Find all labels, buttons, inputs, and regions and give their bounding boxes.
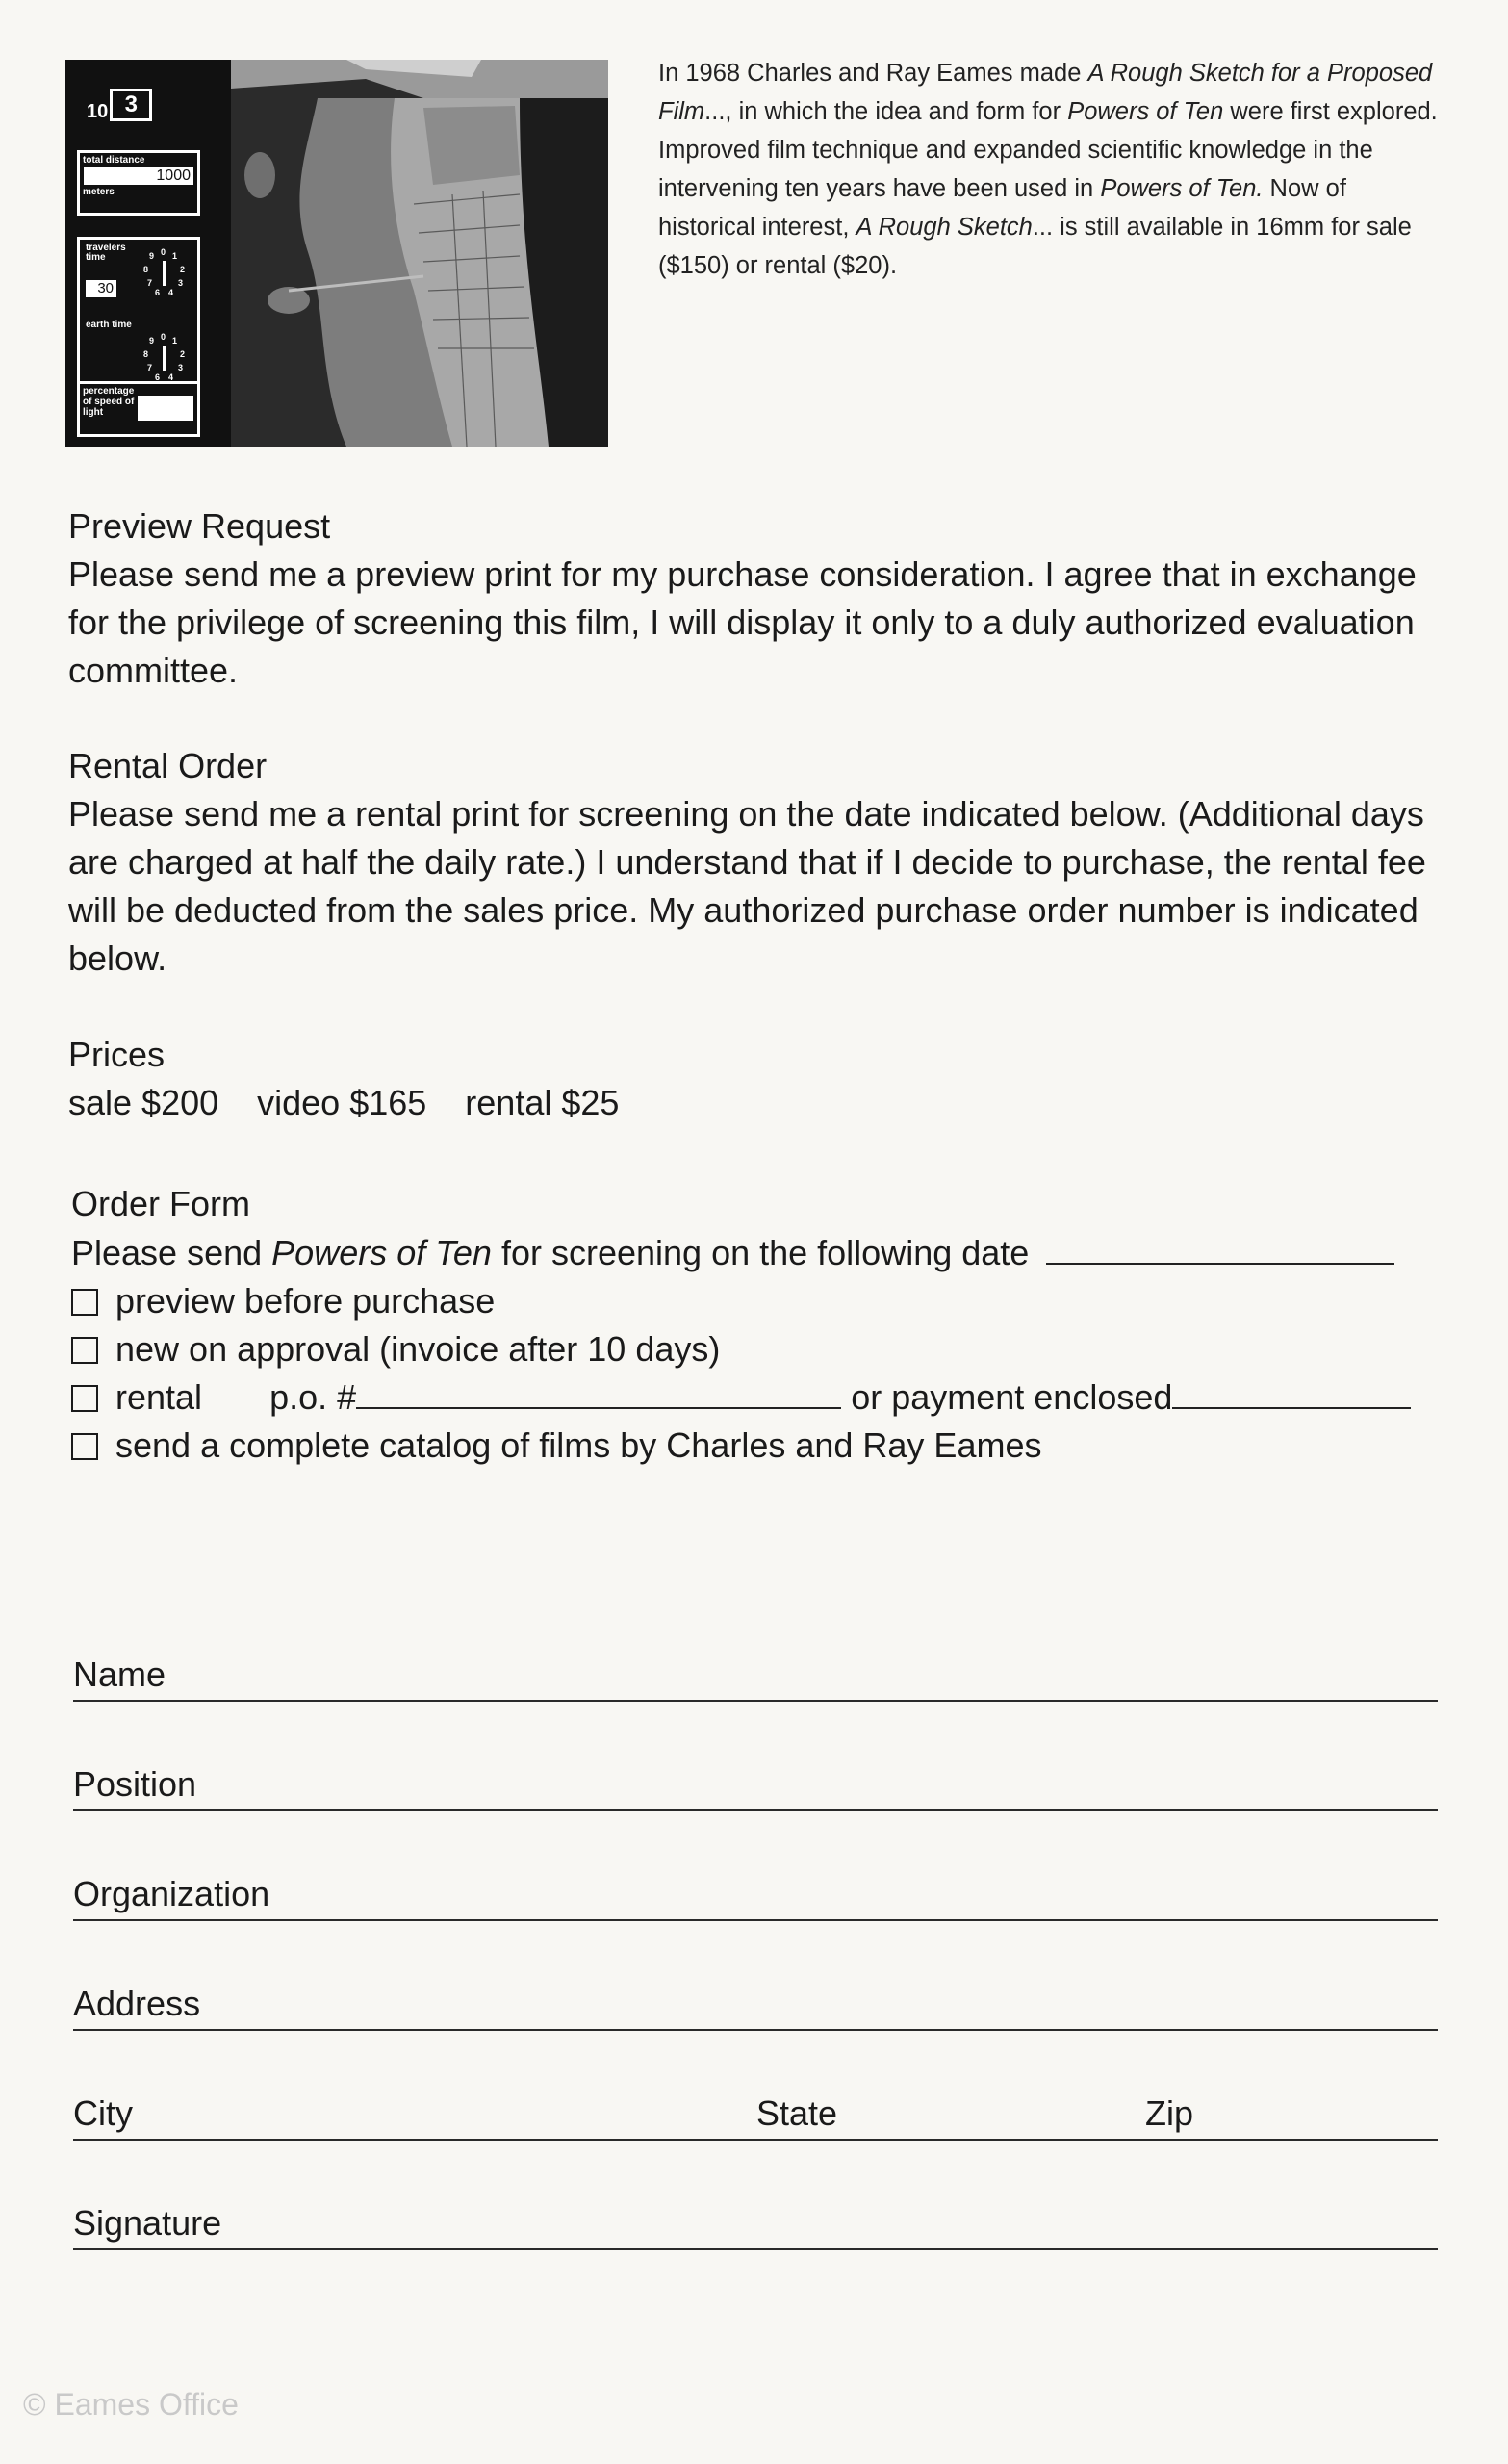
travelers-time-value: 30 bbox=[86, 280, 116, 297]
historical-note bbox=[658, 54, 1447, 285]
power-base: 10 bbox=[87, 101, 109, 122]
speed-of-light-value bbox=[138, 396, 193, 421]
zip-label: Zip bbox=[1145, 2093, 1194, 2133]
price-rental: rental $25 bbox=[465, 1083, 620, 1122]
rental-order-title: Rental Order bbox=[68, 746, 268, 785]
catalog-checkbox[interactable] bbox=[71, 1433, 98, 1460]
preview-request-section bbox=[68, 502, 1444, 695]
travelers-time-label: travelers time bbox=[86, 243, 126, 263]
speed-of-light-box bbox=[77, 381, 200, 437]
signature-label: Signature bbox=[73, 2203, 222, 2243]
approval-checkbox[interactable] bbox=[71, 1337, 98, 1364]
rental-checkbox[interactable] bbox=[71, 1385, 98, 1412]
preview-request-body: Please send me a preview print for my purchase consideration. I agree that in exchange for the privilege of screening this film, I will display it only to a duly authorized evaluation committee. bbox=[68, 554, 1417, 690]
rental-order-section bbox=[68, 742, 1444, 983]
travelers-time-dial-icon: 0 9 1 8 2 7 3 6 4 bbox=[143, 247, 186, 297]
rental-option-label: rental bbox=[115, 1377, 203, 1417]
price-video: video $165 bbox=[257, 1083, 427, 1122]
earth-time-label: earth time bbox=[86, 320, 132, 330]
caption-italic-4: A Rough Sketch bbox=[856, 214, 1033, 241]
caption-italic-1: A Rough Sketch for a Proposed Film bbox=[658, 60, 1433, 125]
caption-text-2: ..., in which the idea and form for bbox=[704, 98, 1068, 125]
power-indicator bbox=[87, 87, 152, 121]
option-catalog bbox=[71, 1422, 1041, 1470]
earth-time-dial-icon: 0 9 1 8 2 7 3 6 4 bbox=[143, 332, 186, 382]
power-exponent: 3 bbox=[110, 89, 152, 121]
screening-date-field[interactable] bbox=[1046, 1238, 1394, 1265]
caption-text-5: ... is still available in 16mm for sale ($150) or rental ($20). bbox=[658, 214, 1412, 279]
position-field[interactable] bbox=[73, 1754, 1438, 1811]
organization-label: Organization bbox=[73, 1874, 270, 1913]
approval-option-label: new on approval (invoice after 10 days) bbox=[115, 1329, 721, 1369]
po-label: p.o. # bbox=[269, 1377, 357, 1417]
option-preview bbox=[71, 1277, 495, 1325]
total-distance-value: 1000 bbox=[84, 167, 193, 185]
powers-of-ten-still-image bbox=[65, 60, 608, 447]
caption-italic-3: Powers of Ten. bbox=[1100, 175, 1264, 202]
total-distance-unit: meters bbox=[83, 187, 115, 197]
po-number-field[interactable] bbox=[356, 1382, 841, 1409]
caption-text-4: Now of historical interest, bbox=[658, 175, 1346, 241]
preview-checkbox[interactable] bbox=[71, 1289, 98, 1316]
prices-row bbox=[68, 1079, 1444, 1127]
address-label: Address bbox=[73, 1984, 201, 2023]
caption-text-1: In 1968 Charles and Ray Eames made bbox=[658, 60, 1088, 87]
speed-of-light-label: percentage of speed of light bbox=[83, 386, 135, 418]
caption-text-3: were first explored. Improved film technique and expanded scientific knowledge in the intervening ten years have been used in bbox=[658, 98, 1438, 202]
instrument-panel bbox=[65, 60, 231, 447]
organization-field[interactable] bbox=[73, 1863, 1438, 1921]
preview-request-title: Preview Request bbox=[68, 506, 331, 546]
city-state-zip-field[interactable] bbox=[73, 2083, 1438, 2141]
send-prefix: Please send bbox=[71, 1233, 272, 1272]
order-form-title: Order Form bbox=[71, 1184, 251, 1223]
catalog-option-label: send a complete catalog of films by Charles and Ray Eames bbox=[115, 1425, 1042, 1465]
send-suffix: for screening on the following date bbox=[491, 1233, 1030, 1272]
preview-option-label: preview before purchase bbox=[115, 1281, 496, 1321]
city-label: City bbox=[73, 2093, 133, 2133]
payment-field[interactable] bbox=[1172, 1382, 1411, 1409]
position-label: Position bbox=[73, 1764, 197, 1804]
aerial-photograph bbox=[231, 60, 608, 447]
state-label: State bbox=[756, 2093, 838, 2133]
screening-date-line bbox=[71, 1229, 1394, 1277]
price-sale: sale $200 bbox=[68, 1083, 219, 1122]
signature-field[interactable] bbox=[73, 2193, 1438, 2250]
name-field[interactable] bbox=[73, 1644, 1438, 1702]
payment-label: or payment enclosed bbox=[851, 1377, 1173, 1417]
prices-title: Prices bbox=[68, 1035, 166, 1074]
total-distance-box bbox=[77, 150, 200, 216]
rental-order-body: Please send me a rental print for screening on the date indicated below. (Additional days are charged at half the daily rate.) I understand that if I decide to purchase, the rental fee will be deducted from the sales price. My authorized purchase order number is indicated below. bbox=[68, 794, 1426, 978]
option-rental bbox=[71, 1373, 1411, 1422]
caption-italic-2: Powers of Ten bbox=[1067, 98, 1224, 125]
total-distance-label: total distance bbox=[83, 155, 145, 166]
send-film-title: Powers of Ten bbox=[271, 1233, 492, 1272]
option-approval bbox=[71, 1325, 720, 1373]
name-label: Name bbox=[73, 1655, 166, 1694]
address-field[interactable] bbox=[73, 1973, 1438, 2031]
prices-section bbox=[68, 1031, 1444, 1127]
copyright-watermark: © Eames Office bbox=[23, 2387, 239, 2422]
